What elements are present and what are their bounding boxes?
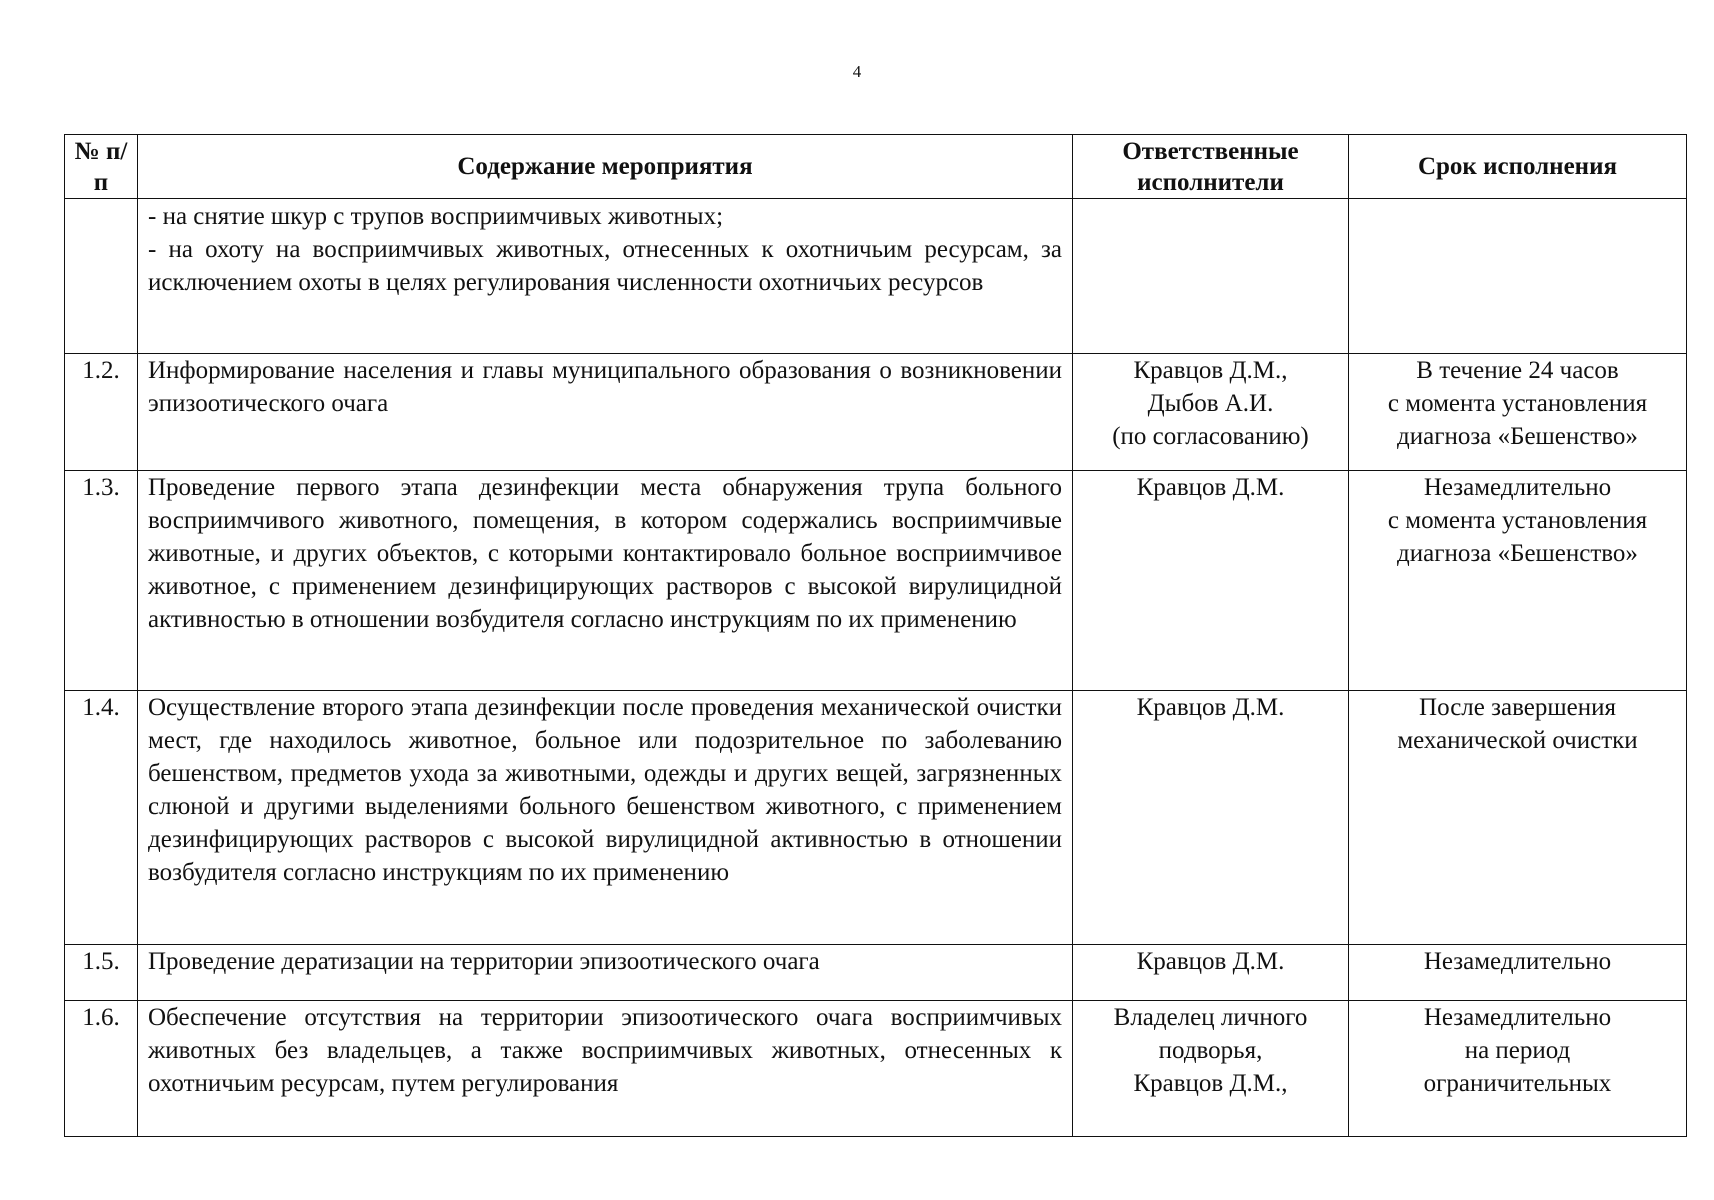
term-line: на период (1464, 1037, 1571, 1064)
row-term (1349, 199, 1687, 354)
row-number: 1.4. (65, 691, 138, 945)
term-line: Незамедлительно (1423, 474, 1612, 501)
term-line: с момента установления (1387, 390, 1648, 417)
row-responsible (1073, 1001, 1349, 1137)
row-responsible (1073, 354, 1349, 471)
row-responsible (1073, 691, 1349, 945)
page-number: 4 (852, 62, 862, 81)
row-term (1349, 471, 1687, 691)
term-line: диагноза «Бешенство» (1397, 540, 1638, 567)
row-number: 1.3. (65, 471, 138, 691)
table-row (65, 945, 1687, 1001)
term-line: механической очистки (1397, 727, 1638, 754)
row-responsible (1073, 945, 1349, 1001)
row-number: 1.2. (65, 354, 138, 471)
table-row (65, 471, 1687, 691)
term-line: После завершения (1419, 694, 1616, 721)
header-number: № п/п (65, 135, 138, 199)
responsible-line: Владелец личного (1113, 1004, 1308, 1031)
row-responsible (1073, 199, 1349, 354)
row-term (1349, 945, 1687, 1001)
term-line: Незамедлительно (1423, 948, 1612, 975)
content-paragraph: Осуществление второго этапа дезинфекции после проведения механической очистки мест, где находилось животное, больное или подозрительное по заболеванию бешенством, предметов ухода за животными, одежды и других вещей, загрязненных слюной и другими выделениями больного бешенством животного, с применением дезинфицирующих растворов с высокой вирулицидной активностью в отношении возбудителя согласно инструкциям по их применению (148, 694, 1062, 886)
term-line: ограничительных (1423, 1070, 1612, 1097)
content-paragraph: Проведение первого этапа дезинфекции места обнаружения трупа больного восприимчивого животного, помещения, в котором содержались восприимчивые животные, и других объектов, с которыми контактировало больное восприимчивое животное, с применением дезинфицирующих растворов с высокой вирулицидной активностью в отношении возбудителя согласно инструкциям по их применению (148, 474, 1062, 633)
row-number: 1.6. (65, 1001, 138, 1137)
table-row (65, 199, 1687, 354)
table-row (65, 691, 1687, 945)
row-content (138, 691, 1073, 945)
term-line: с момента установления (1387, 507, 1648, 534)
responsible-line: Кравцов Д.М., (1133, 1070, 1288, 1097)
row-responsible (1073, 471, 1349, 691)
content-paragraph: Проведение дератизации на территории эпизоотического очага (148, 948, 820, 975)
table-row (65, 354, 1687, 471)
responsible-line: (по согласованию) (1112, 423, 1309, 450)
row-content (138, 199, 1073, 354)
measures-table (64, 134, 1687, 1137)
responsible-line: Кравцов Д.М. (1136, 474, 1285, 501)
row-term (1349, 691, 1687, 945)
row-content (138, 1001, 1073, 1137)
term-line: В течение 24 часов (1416, 357, 1619, 384)
row-term (1349, 354, 1687, 471)
row-content (138, 354, 1073, 471)
row-number (65, 199, 138, 354)
table-header (65, 135, 1687, 199)
content-paragraph: - на охоту на восприимчивых животных, отнесенных к охотничьим ресурсам, за исключением охоты в целях регулирования численности охотничьих ресурсов (148, 236, 1062, 296)
responsible-line: Дыбов А.И. (1147, 390, 1274, 417)
table-row (65, 1001, 1687, 1137)
responsible-line: Кравцов Д.М. (1136, 694, 1285, 721)
row-content (138, 471, 1073, 691)
header-term: Срок исполнения (1349, 135, 1687, 199)
row-number: 1.5. (65, 945, 138, 1001)
row-content (138, 945, 1073, 1001)
row-term (1349, 1001, 1687, 1137)
responsible-line: подворья, (1158, 1037, 1263, 1064)
header-responsible: Ответственные исполнители (1073, 135, 1349, 199)
content-paragraph: - на снятие шкур с трупов восприимчивых животных; (148, 203, 724, 230)
responsible-line: Кравцов Д.М. (1136, 948, 1285, 975)
content-paragraph: Информирование населения и главы муниципального образования о возникновении эпизоотического очага (148, 357, 1062, 417)
content-paragraph: Обеспечение отсутствия на территории эпизоотического очага восприимчивых животных без владельцев, а также восприимчивых животных, отнесенных к охотничьим ресурсам, путем регулирования (148, 1004, 1062, 1097)
header-content: Содержание мероприятия (138, 135, 1073, 199)
term-line: Незамедлительно (1423, 1004, 1612, 1031)
term-line: диагноза «Бешенство» (1397, 423, 1638, 450)
responsible-line: Кравцов Д.М., (1133, 357, 1288, 384)
